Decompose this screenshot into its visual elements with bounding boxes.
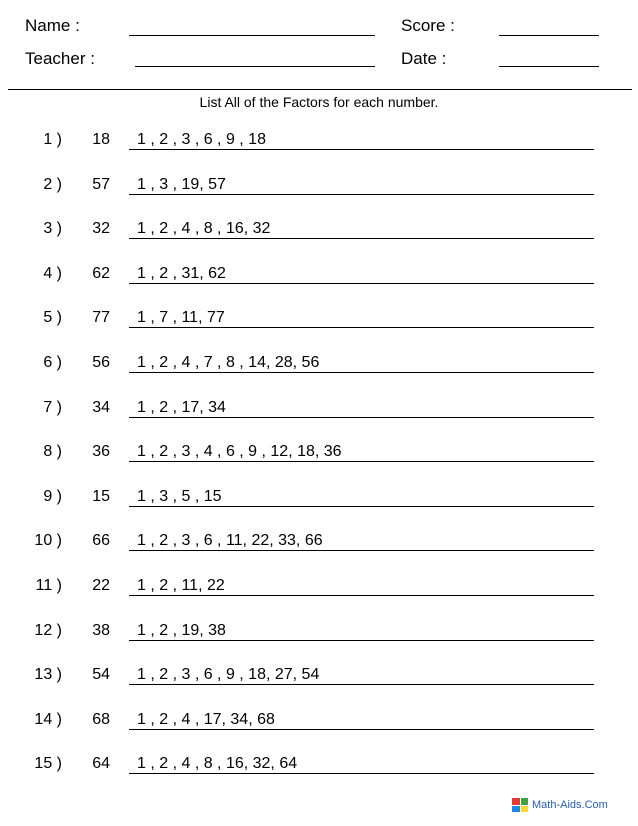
problem-value: 68 [92, 710, 110, 728]
problem-number-label: 8 ) [43, 443, 62, 461]
problem-row [0, 220, 638, 246]
problem-number-label: 4 ) [43, 264, 62, 282]
date-line[interactable] [499, 66, 599, 67]
problem-value: 64 [92, 755, 110, 773]
teacher-label: Teacher : [25, 49, 95, 68]
answer-field[interactable]: 1 , 2 , 3 , 4 , 6 , 9 , 12, 18, 36 [129, 443, 594, 462]
logo-square-icon [512, 798, 520, 805]
answer-field[interactable]: 1 , 2 , 19, 38 [129, 622, 594, 641]
answer-field[interactable]: 1 , 2 , 4 , 8 , 16, 32 [129, 220, 594, 239]
answer-field[interactable]: 1 , 2 , 4 , 17, 34, 68 [129, 711, 594, 730]
problem-row [0, 265, 638, 291]
problem-value: 32 [92, 220, 110, 238]
answer-field[interactable]: 1 , 2 , 17, 34 [129, 399, 594, 418]
problem-row [0, 488, 638, 514]
problem-number-label: 12 ) [34, 621, 62, 639]
problem-value: 57 [92, 175, 110, 193]
answer-field[interactable]: 1 , 2 , 3 , 6 , 11, 22, 33, 66 [129, 532, 594, 551]
problem-row [0, 666, 638, 692]
problem-number-label: 13 ) [34, 666, 62, 684]
problem-value: 36 [92, 443, 110, 461]
problem-number-label: 3 ) [43, 220, 62, 238]
answer-field[interactable]: 1 , 2 , 31, 62 [129, 265, 594, 284]
logo-square-icon [521, 798, 529, 805]
problem-row [0, 176, 638, 202]
problem-value: 77 [92, 309, 110, 327]
score-line[interactable] [499, 35, 599, 36]
header-divider [8, 89, 632, 90]
footer-logo[interactable] [512, 798, 608, 812]
date-label: Date : [401, 49, 447, 68]
name-line[interactable] [129, 35, 375, 36]
teacher-line[interactable] [135, 66, 375, 67]
answer-field[interactable]: 1 , 7 , 11, 77 [129, 309, 594, 328]
problem-number-label: 14 ) [34, 710, 62, 728]
instructions: List All of the Factors for each number. [199, 94, 439, 110]
name-label: Name : [25, 16, 80, 35]
problem-value: 15 [92, 487, 110, 505]
problem-row [0, 443, 638, 469]
problem-value: 18 [92, 131, 110, 148]
problem-value: 62 [92, 264, 110, 282]
problem-row [0, 755, 638, 781]
answer-field[interactable]: 1 , 2 , 3 , 6 , 9 , 18, 27, 54 [129, 666, 594, 685]
math-aids-logo-icon [512, 798, 528, 812]
answer-field[interactable]: 1 , 3 , 5 , 15 [129, 488, 594, 507]
answer-field[interactable]: 1 , 2 , 4 , 8 , 16, 32, 64 [129, 755, 594, 774]
problem-number-label: 2 ) [43, 175, 62, 193]
answer-field[interactable]: 1 , 2 , 3 , 6 , 9 , 18 [129, 131, 594, 150]
answer-field[interactable]: 1 , 3 , 19, 57 [129, 176, 594, 195]
problem-row [0, 532, 638, 558]
brand-text: Math-Aids.Com [532, 799, 608, 811]
problem-number-label: 10 ) [34, 532, 62, 550]
score-label: Score : [401, 16, 455, 35]
problem-row [0, 309, 638, 335]
problem-row [0, 354, 638, 380]
problem-number-label: 6 ) [43, 354, 62, 371]
problem-value: 56 [92, 354, 110, 371]
answer-field[interactable]: 1 , 2 , 4 , 7 , 8 , 14, 28, 56 [129, 354, 594, 373]
problem-value: 66 [92, 532, 110, 550]
problem-row [0, 399, 638, 425]
problem-number-label: 1 ) [43, 131, 62, 148]
logo-square-icon [521, 806, 529, 813]
problem-value: 34 [92, 398, 110, 416]
problem-number-label: 11 ) [35, 577, 62, 594]
problem-number-label: 5 ) [43, 309, 62, 327]
problem-value: 54 [92, 666, 110, 684]
answer-field[interactable]: 1 , 2 , 11, 22 [129, 577, 594, 596]
logo-square-icon [512, 806, 520, 813]
problem-number-label: 9 ) [43, 487, 62, 505]
problem-value: 22 [92, 577, 110, 594]
problem-number-label: 7 ) [43, 398, 62, 416]
problem-row [0, 577, 638, 603]
problem-row [0, 622, 638, 648]
problem-row [0, 131, 638, 157]
problem-number-label: 15 ) [34, 755, 62, 773]
problem-row [0, 711, 638, 737]
problem-value: 38 [92, 621, 110, 639]
